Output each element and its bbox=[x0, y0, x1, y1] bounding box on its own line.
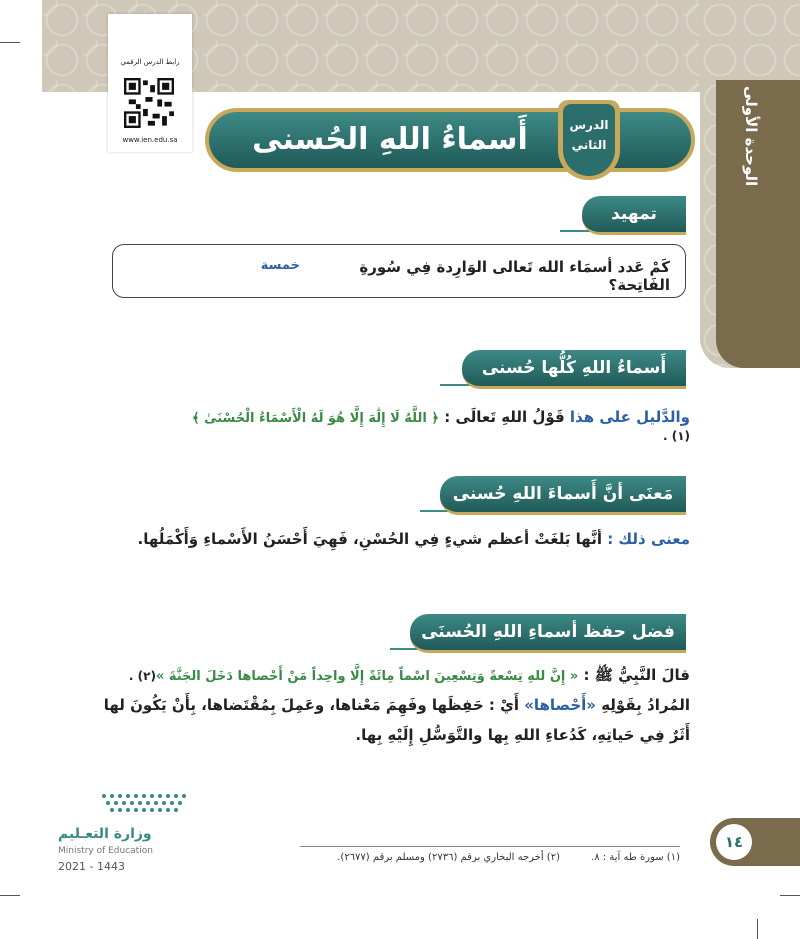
footnote-ref-2: (٢) . bbox=[128, 669, 156, 683]
footnote-rule bbox=[300, 846, 680, 847]
virtue-line2-intro: المُرادُ بِقَوْلِهِ bbox=[595, 696, 690, 714]
section-header-all-names-good: أَسماءُ اللهِ كُلُّها حُسنى bbox=[462, 350, 686, 389]
virtue-line2-text: أَيْ : حَفِظَها وفَهِمَ مَعْناها، وعَمِلَ بِمُقْتَضاها، بِأَنْ يَكُونَ لها bbox=[103, 696, 525, 714]
unit-label: الوحدة الأولى bbox=[742, 86, 760, 187]
meaning-paragraph bbox=[130, 530, 690, 548]
meaning-lead: معنى ذلك : bbox=[607, 530, 690, 548]
hadith-quote: « إِنَّ للهِ تِسْعةً وَتِسْعِينَ اسْماً مِائَةً إِلَّا واحِداً مَنْ أَحْصاها دَخَلَ الجَنَّةَ » bbox=[155, 669, 579, 684]
virtue-line-3: أَثَرٌ فِي حَياتِهِ، كَدُعاءِ اللهِ بِها والتَّوَسُّلِ إِلَيْهِ بِها. bbox=[355, 726, 690, 744]
page-number: ١٤ bbox=[716, 824, 752, 860]
virtue-line-1 bbox=[90, 666, 690, 688]
crop-mark bbox=[757, 919, 758, 939]
footnote-ref-1: (١) . bbox=[662, 429, 690, 443]
edition-year: 2021 - 1443 bbox=[58, 860, 125, 873]
qr-label: رابط الدرس الرقمي bbox=[120, 58, 180, 66]
question-answer: خمسة bbox=[260, 258, 300, 273]
meaning-text: أنَّها بَلغَتْ أعظم شيءٍ فِي الحُسْنِ، فَهِيَ أَحْسَنُ الأَسْماءِ وَأَكْمَلُها. bbox=[137, 530, 608, 548]
ministry-logo-icon bbox=[98, 790, 190, 816]
section-header-virtue: فضل حفظ أسماءِ اللهِ الحُسنَى bbox=[410, 614, 686, 653]
question-text: كَمْ عَدد أسمَاء الله تَعالى الوَارِدة فِي سُورةِ الفَاتِحة؟ bbox=[359, 258, 670, 294]
section-header-meaning: مَعنَى أنَّ أَسماءَ اللهِ حُسنى bbox=[440, 476, 686, 515]
qr-code-icon bbox=[124, 76, 174, 130]
crop-mark bbox=[780, 895, 800, 896]
evidence-lead: والدَّليل على هذا bbox=[569, 408, 690, 426]
evidence-text: قَوْلُ اللهِ تَعالَى : bbox=[444, 408, 570, 426]
virtue-keyword: «أَحْصاها» bbox=[524, 696, 596, 714]
lesson-title: أَسماءُ اللهِ الحُسنى bbox=[252, 122, 528, 157]
ministry-name-ar: وزارة التعـليم bbox=[58, 826, 152, 842]
crop-mark bbox=[0, 895, 20, 896]
lesson-badge-number: الثاني bbox=[571, 138, 607, 152]
ministry-name-en: Ministry of Education bbox=[58, 846, 153, 856]
evidence-paragraph bbox=[180, 408, 690, 444]
quran-verse: ﴿ اللَّهُ لَا إِلَٰهَ إِلَّا هُوَ لَهُ الْأَسْمَاءُ الْحُسْنَىٰ ﴾ bbox=[191, 411, 439, 426]
qr-url[interactable]: www.ien.edu.sa bbox=[122, 136, 178, 144]
crop-mark bbox=[0, 42, 20, 43]
qr-card[interactable] bbox=[108, 14, 192, 152]
section-header-intro: تمهيد bbox=[582, 196, 686, 235]
virtue-line1-intro: قالَ النَّبِيُّ ﷺ : bbox=[578, 666, 690, 684]
virtue-line-2 bbox=[90, 696, 690, 714]
footnote-2: (٢) أخرجه البخاري برقم (٢٧٣٦) ومسلم برقم (٢٦٧٧). bbox=[337, 852, 560, 863]
lesson-badge-label: الدرس bbox=[569, 118, 609, 132]
footnote-1: (١) سورة طه آية : ٨. bbox=[591, 852, 680, 863]
